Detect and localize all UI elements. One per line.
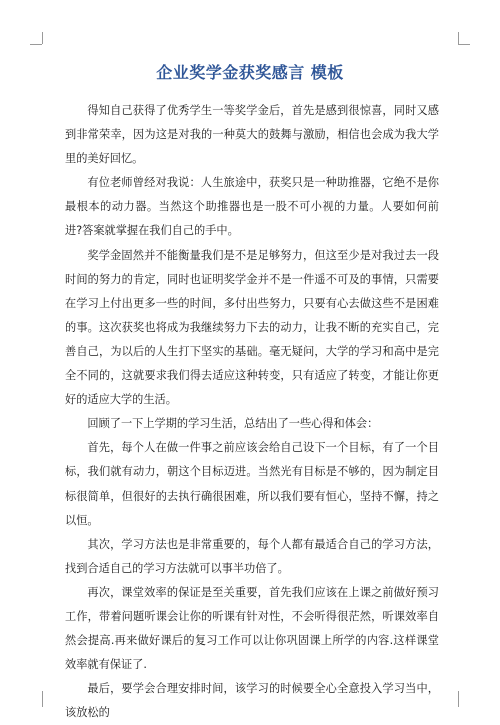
paragraph: 得知自己获得了优秀学生一等奖学金后，首先是感到很惊喜，同时又感到非常荣幸，因为这是对我的一种莫大的鼓舞与激励，相信也会成为我大学里的美好回忆。 xyxy=(65,104,439,166)
paragraph: 再次，课堂效率的保证是至关重要，首先我们应该在上课之前做好预习工作，带着问题听课会让你的听课有针对性，不会听得很茫然，听课效率自然会提高.再来做好课后的复习工作可以让你巩固课上所学的内容.这样课堂效率就有保证了. xyxy=(65,585,439,672)
paragraph: 其次，学习方法也是非常重要的，每个人都有最适合自己的学习方法，找到合适自己的学习方法就可以事半功倍了。 xyxy=(65,537,439,575)
paragraph: 首先，每个人在做一件事之前应该会给自己设下一个目标，有了一个目标，我们就有动力，朝这个目标迈进。当然光有目标是不够的，因为制定目标很简单，但很好的去执行确很困难，所以我们要有恒心，坚持不懈，持之以恒。 xyxy=(65,441,439,527)
document-title: 企业奖学金获奖感言 模板 xyxy=(156,63,344,82)
paragraph: 奖学金固然并不能衡量我们是不是足够努力，但这至少是对我过去一段时间的努力的肯定，同时也证明奖学金并不是一件遥不可及的事情，只需要在学习上付出更多一些的时间，多付出些努力，只要有心去做这些不是困难的事。这次获奖也将成为我继续努力下去的动力，让我不断的充实自己，完善自己，为以后的人生打下坚实的基础。毫无疑问，大学的学习和高中是完全不同的，这就要求我们得去适应这种转变，只有适应了转变，才能让你更好的适应大学的生活。 xyxy=(65,248,439,407)
paragraph: 最后，要学会合理安排时间，该学习的时候要全心全意投入学习当中，该放松的 xyxy=(65,682,439,720)
crop-mark-bottom-right xyxy=(458,691,459,707)
paragraph: 有位老师曾经对我说：人生旅途中，获奖只是一种助推器，它绝不是你最根本的动力器。当然这个助推器也是一股不可小视的力量。人要如何前进?答案就掌握在我们自己的手中。 xyxy=(65,176,439,238)
crop-mark-bottom-left xyxy=(42,691,43,707)
paragraph: 回顾了一下上学期的学习生活，总结出了一些心得和体会： xyxy=(87,417,379,431)
document-body xyxy=(65,99,439,725)
crop-mark-top-left xyxy=(42,32,43,44)
crop-mark-top-left xyxy=(30,44,42,45)
crop-mark-top-right xyxy=(458,44,470,45)
crop-mark-top-right xyxy=(458,32,459,44)
